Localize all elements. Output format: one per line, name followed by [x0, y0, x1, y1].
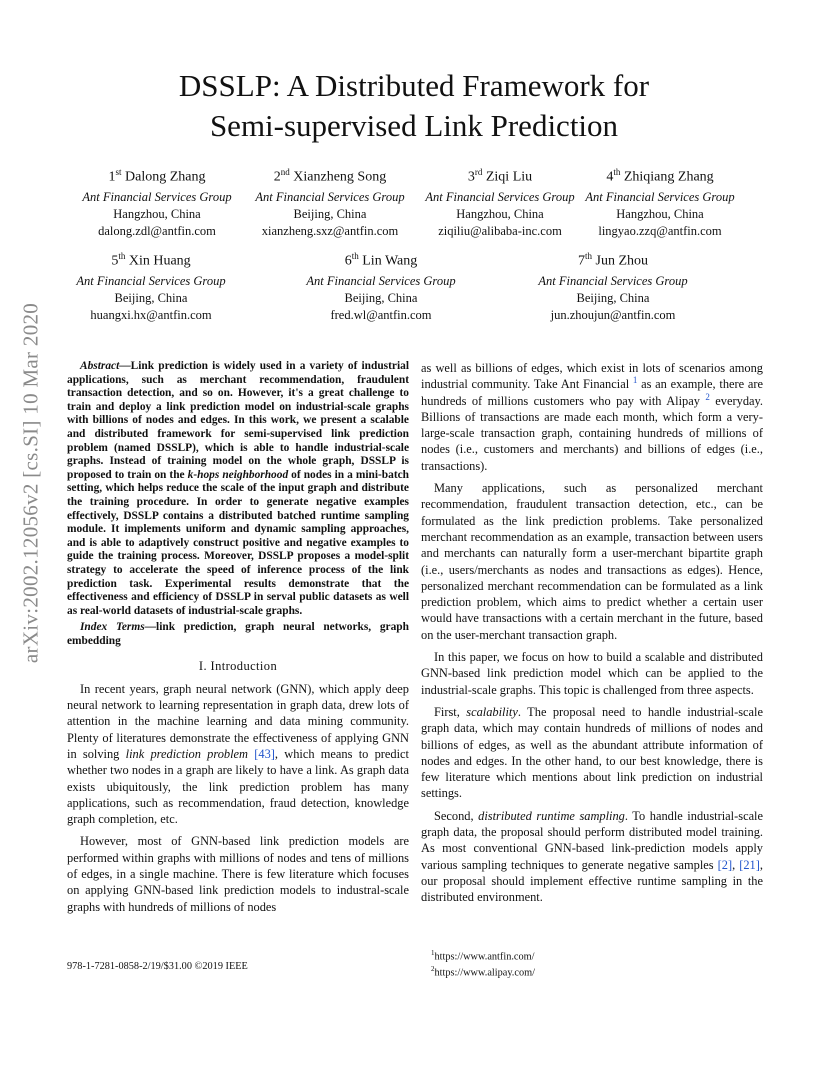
- abstract: Abstract—Link prediction is widely used in a variety of industrial applications, such as merchant recommendation, fraudulent transaction detection, and so on. However, it's a great challenge to train and deploy a link prediction model on industrial-scale graphs with billions of nodes and edges. In this work, we present a scalable and distributed framework for semi-supervised link prediction problem (named DSSLP), which is able to handle industrial-scale graphs. Instead of training model on the whole graph, DSSLP is proposed to train on the k-hops neighborhood of nodes in a mini-batch setting, which helps reduce the scale of the input graph and distribute the training procedure. In order to generate negative examples effectively, DSSLP contains a distributed batched runtime sampling module. It implements uniform and dynamic sampling approaches, and is able to adaptively construct positive and negative examples to guide the training process. Moreover, DSSLP proposes a model-split strategy to accelerate the speed of inference process of the link prediction task. Experimental results demonstrate that the effectiveness and efficiency of DSSLP in serval public datasets as well as real-world datasets of industrial-scale graphs.: [67, 360, 410, 617]
- index-terms: Index Terms—link prediction, graph neural networks, graph embedding: [67, 621, 409, 647]
- arxiv-sidebar: [14, 293, 48, 673]
- index-terms-label: Index Terms: [80, 621, 145, 634]
- author-block-1: [57, 163, 257, 240]
- author-name: 6th Lin Wang: [344, 251, 418, 269]
- citation-link[interactable]: [43]: [254, 746, 275, 761]
- left-column: [67, 360, 409, 921]
- paragraph: In this paper, we focus on how to build a scalable and distributed GNN-based link prediction model which can be applied to the industrial-scale graphs. This topic is challenged from three aspects.: [421, 650, 763, 697]
- paragraph: However, most of GNN-based link prediction models are performed within graphs with millions of nodes and tens of millions of edges, in a single machine. There is few literature which focuses on applying GNN-based link prediction models to industral-scale graphs with hundreds of millions of nodes: [67, 834, 409, 914]
- footnote: $^2$https://www.alipay.com/: [431, 965, 535, 979]
- author-location: Beijing, China: [293, 206, 367, 221]
- author-affiliation: Ant Financial Services Group: [82, 189, 232, 204]
- footnote: $^1$https://www.antfin.com/: [431, 949, 535, 963]
- author-location: Beijing, China: [114, 290, 188, 305]
- author-location: Hangzhou, China: [616, 206, 704, 221]
- section-heading: I. Introduction: [198, 659, 278, 674]
- author-block-7: [513, 247, 713, 324]
- author-email: huangxi.hx@antfin.com: [90, 307, 212, 322]
- author-email: fred.wl@antfin.com: [330, 307, 432, 322]
- author-affiliation: Ant Financial Services Group: [76, 273, 226, 288]
- paragraph: Second, distributed runtime sampling. To handle industrial-scale graph data, the proposal should perform distributed model training. As most conventional GNN-based link-prediction models apply various sampling techniques to generate negative samples [2], [21], our proposal should implement effective runtime sampling in the distributed environment.: [421, 808, 764, 905]
- footnotes: [431, 947, 535, 980]
- title-line-1: DSSLP: A Distributed Framework for: [178, 68, 650, 103]
- paragraph: In recent years, graph neural network (GNN), which apply deep neural network to learning representation in graph data, drew lots of attention in the machine learning and data mining community. Plenty of literatures demonstrate the effectiveness of applying GNN in solving link prediction problem [43], which means to predict whether two nodes in a graph are likely to have a link. As graph data exists ubiquitously, the link prediction problem has many applications, such as recommendation, fraud detection, knowledge graph completion, etc.: [67, 681, 409, 827]
- author-email: jun.zhoujun@antfin.com: [550, 307, 676, 322]
- abstract-label: Abstract: [80, 360, 120, 372]
- footnote-link[interactable]: 1: [632, 375, 638, 386]
- citation-link[interactable]: [2]: [717, 857, 733, 872]
- author-name: 4th Zhiqiang Zhang: [606, 167, 714, 185]
- author-name: 7th Jun Zhou: [577, 251, 648, 269]
- author-affiliation: Ant Financial Services Group: [425, 189, 575, 204]
- abstract-emphasis: k-hops neighborhood: [187, 468, 289, 481]
- author-block-4: [560, 163, 760, 240]
- paragraph: First, scalability. The proposal need to handle industrial-scale graph data, which may contain hundreds of millions of nodes and billions of edges, as well as the abundant attribute information of nodes and edges. In the other hand, to our best knowledge, there is few literature which mentions about link prediction on industrial settings.: [421, 704, 763, 801]
- author-name: 3rd Ziqi Liu: [467, 167, 533, 185]
- author-location: Hangzhou, China: [456, 206, 544, 221]
- author-affiliation: Ant Financial Services Group: [255, 189, 405, 204]
- footnote-link[interactable]: 2: [705, 391, 710, 402]
- author-location: Beijing, China: [576, 290, 650, 305]
- author-email: ziqiliu@alibaba-inc.com: [438, 223, 562, 238]
- citation-link[interactable]: [21]: [739, 857, 760, 872]
- copyright-notice: 978-1-7281-0858-2/19/$31.00 ©2019 IEEE: [67, 961, 248, 972]
- author-name: 5th Xin Huang: [111, 251, 191, 269]
- title-line-2: Semi-supervised Link Prediction: [209, 108, 619, 143]
- author-email: dalong.zdl@antfin.com: [98, 223, 216, 238]
- footnote-url[interactable]: https://www.alipay.com/: [434, 967, 535, 979]
- author-location: Beijing, China: [344, 290, 418, 305]
- author-affiliation: Ant Financial Services Group: [585, 189, 735, 204]
- right-column: [421, 360, 763, 912]
- paper-title: [0, 66, 828, 146]
- author-name: 2nd Xianzheng Song: [273, 167, 387, 185]
- footnote-url[interactable]: https://www.antfin.com/: [434, 951, 535, 963]
- author-location: Hangzhou, China: [113, 206, 201, 221]
- arxiv-identifier: arXiv:2002.12056v2 [cs.SI] 10 Mar 2020: [18, 302, 43, 664]
- author-block-6: [281, 247, 481, 324]
- author-email: xianzheng.sxz@antfin.com: [261, 223, 399, 238]
- author-email: lingyao.zzq@antfin.com: [598, 223, 722, 238]
- paragraph: Many applications, such as personalized merchant recommendation, fraudulent transaction detection, etc., can be formulated as the link prediction problems. Take personalized merchant recommendation as an example, transaction between users and merchants can naturally form a user-merchant bipartite graph (i.e., users/merchants as nodes and transactions as edges). Hence, personalized merchant recommendation can be formulated as a link prediction problem, which aims to predict whether a certain user would have transactions with a certain merchant in the future, based on the user-merchant transaction graph.: [421, 481, 763, 642]
- author-affiliation: Ant Financial Services Group: [306, 273, 456, 288]
- author-block-5: [51, 247, 251, 324]
- paragraph: as well as billions of edges, which exist in lots of scenarios among industrial community. Take Ant Financial $^1$ as an example, there are hundreds of millions customers who pay with Alipay $^2$ everyday. Billions of transactions are made each month, which form a very-large-scale transaction graph, containing hundreds of millions of nodes (i.e., customers and merchants) and billions of edges (i.e., transactions).: [421, 361, 764, 473]
- author-affiliation: Ant Financial Services Group: [538, 273, 688, 288]
- author-name: 1st Dalong Zhang: [108, 167, 206, 185]
